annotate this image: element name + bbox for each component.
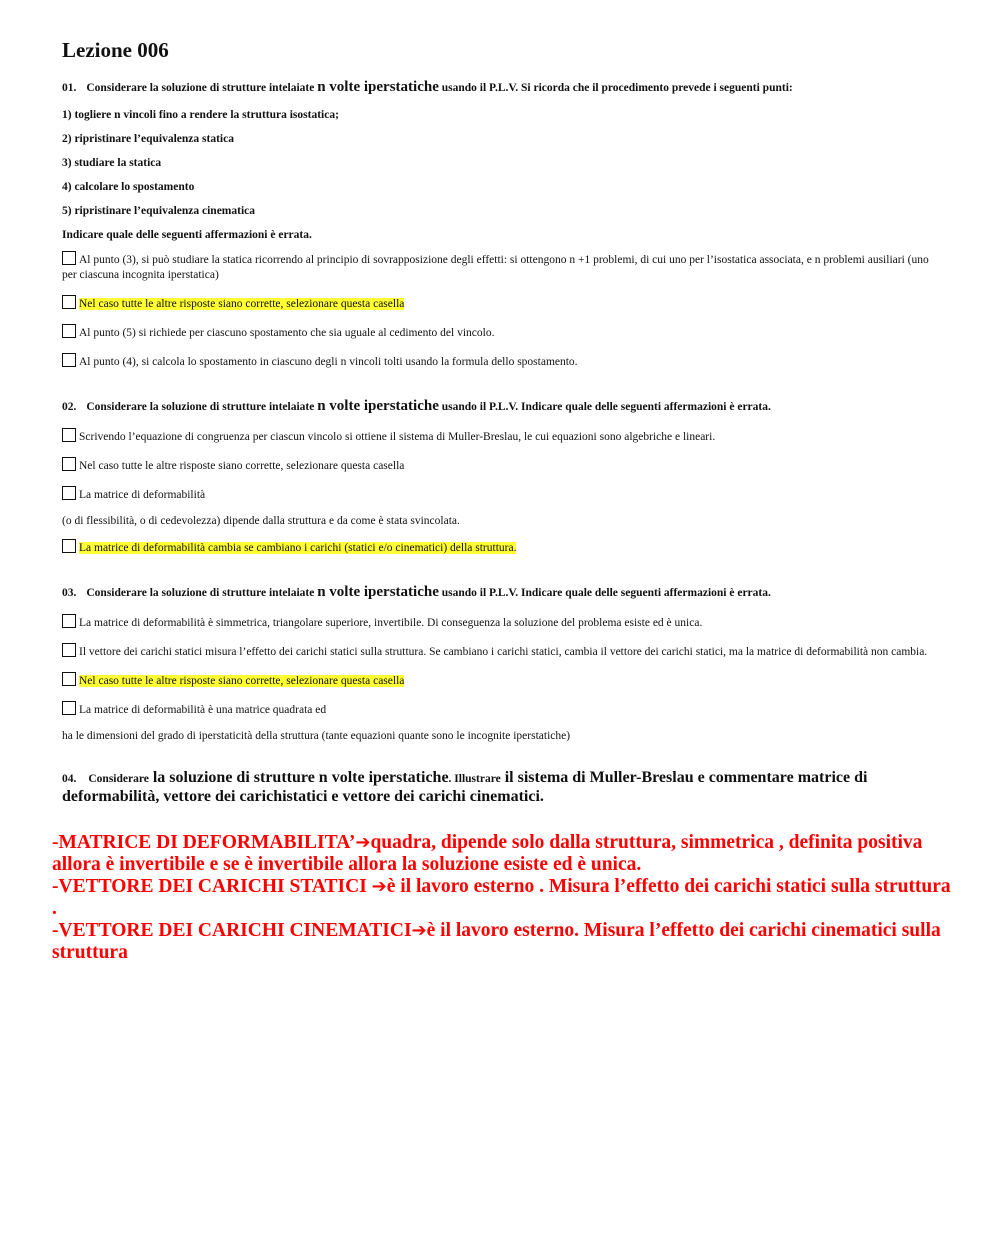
arrow-right-icon: ➔: [411, 920, 427, 942]
option-continuation: (o di flessibilità, o di cedevolezza) dipende dalla struttura e da come è stata svincolata.: [62, 515, 460, 527]
answer-option: [62, 539, 942, 556]
checkbox[interactable]: [62, 486, 76, 500]
step-item: 1) togliere n vincoli fino a rendere la struttura isostatica;: [62, 109, 339, 122]
answer-option: Nel caso tutte le altre risposte siano corrette, selezionare questa casella: [62, 457, 942, 474]
answer-line-matrice: -MATRICE DI DEFORMABILITA’➔quadra, dipende solo dalla struttura, simmetrica , definita positiva allora è invertibile e se è invertibile allora la soluzione esiste ed è unica.: [52, 832, 923, 876]
option-continuation: ha le dimensioni del grado di iperstaticità della struttura (tante equazioni quante sono le incognite iperstatiche): [62, 729, 571, 742]
document-page: [62, 38, 942, 824]
checkbox[interactable]: [62, 324, 76, 338]
step-item: 2) ripristinare l’equivalenza statica: [62, 133, 234, 146]
answer-option: Al punto (5) si richiede per ciascuno spostamento che sia uguale al cedimento del vincolo.: [62, 324, 942, 341]
step-item: 4) calcolare lo spostamento: [62, 181, 195, 194]
question-number: 01.: [62, 82, 77, 94]
checkbox[interactable]: [62, 539, 76, 553]
step-item: 3) studiare la statica: [62, 157, 162, 170]
answer-option: La matrice di deformabilità è una matrice quadrata ed: [62, 701, 942, 718]
page-title: Lezione 006: [62, 38, 169, 62]
answer-line-carichi-statici: -VETTORE DEI CARICHI STATICI ➔è il lavoro esterno . Misura l’effetto dei carichi statici sulla struttura .: [52, 876, 951, 920]
answer-option: Al punto (3), si può studiare la statica ricorrendo al principio di sovrapposizione degli effetti: si ottengono n +1 problemi, di cui uno per l’isostatica associata, e n problemi ausiliari (uno per ciascuna incognita iperstatica): [62, 251, 942, 283]
checkbox[interactable]: [62, 295, 76, 309]
highlighted-answer: Nel caso tutte le altre risposte siano corrette, selezionare questa casella: [79, 298, 405, 311]
checkbox[interactable]: [62, 672, 76, 686]
arrow-right-icon: ➔: [371, 876, 387, 898]
handwritten-answer-block: [52, 832, 952, 964]
highlighted-answer: La matrice di deformabilità cambia se cambiano i carichi (statici e/o cinematici) della struttura.: [79, 542, 517, 554]
question-2-heading: 02. Considerare la soluzione di strutture intelaiate n volte iperstatiche usando il P.L.V. Indicare quale delle seguenti affermazioni è errata.: [62, 397, 771, 414]
checkbox[interactable]: [62, 457, 76, 471]
answer-option: Scrivendo l’equazione di congruenza per ciascun vincolo si ottiene il sistema di Muller-Breslau, le cui equazioni sono algebriche e lineari.: [62, 428, 942, 445]
answer-option: Al punto (4), si calcola lo spostamento in ciascuno degli n vincoli tolti usando la formula dello spostamento.: [62, 353, 942, 370]
question-number: 03.: [62, 586, 77, 599]
answer-option: [62, 295, 942, 312]
question-instruction: Indicare quale delle seguenti affermazioni è errata.: [62, 229, 312, 242]
question-1-heading: 01. Considerare la soluzione di strutture intelaiate n volte iperstatiche usando il P.L.V. Si ricorda che il procedimento prevede i seguenti punti:: [62, 79, 793, 95]
checkbox[interactable]: [62, 701, 76, 715]
checkbox[interactable]: [62, 428, 76, 442]
checkbox[interactable]: [62, 251, 76, 265]
highlighted-answer: Nel caso tutte le altre risposte siano corrette, selezionare questa casella: [79, 675, 405, 688]
checkbox[interactable]: [62, 643, 76, 657]
answer-option: [62, 672, 942, 689]
answer-line-carichi-cinematici: -VETTORE DEI CARICHI CINEMATICI➔è il lavoro esterno. Misura l’effetto dei carichi cinematici sulla struttura: [52, 920, 941, 964]
question-number: 02.: [62, 400, 77, 413]
question-3-heading: 03. Considerare la soluzione di strutture intelaiate n volte iperstatiche usando il P.L.V. Indicare quale delle seguenti affermazioni è errata.: [62, 583, 771, 600]
checkbox[interactable]: [62, 614, 76, 628]
answer-option: La matrice di deformabilità: [62, 486, 942, 503]
answer-option: Il vettore dei carichi statici misura l’effetto dei carichi statici sulla struttura. Se cambiano i carichi statici, cambia il vettore dei carichi statici, ma la matrice di deformabilità non cambia.: [62, 643, 942, 660]
question-4-heading: 04. Considerare la soluzione di strutture n volte iperstatiche. Illustrare il sistema di Muller-Breslau e commentare matrice di deformabilità, vettore dei carichistatici e vettore dei carichi cinematici.: [62, 768, 868, 806]
checkbox[interactable]: [62, 353, 76, 367]
answer-option: La matrice di deformabilità è simmetrica, triangolare superiore, invertibile. Di conseguenza la soluzione del problema esiste ed è unica.: [62, 614, 942, 631]
step-item: 5) ripristinare l’equivalenza cinematica: [62, 205, 256, 218]
arrow-right-icon: ➔: [355, 832, 371, 853]
question-number: 04.: [62, 772, 77, 785]
